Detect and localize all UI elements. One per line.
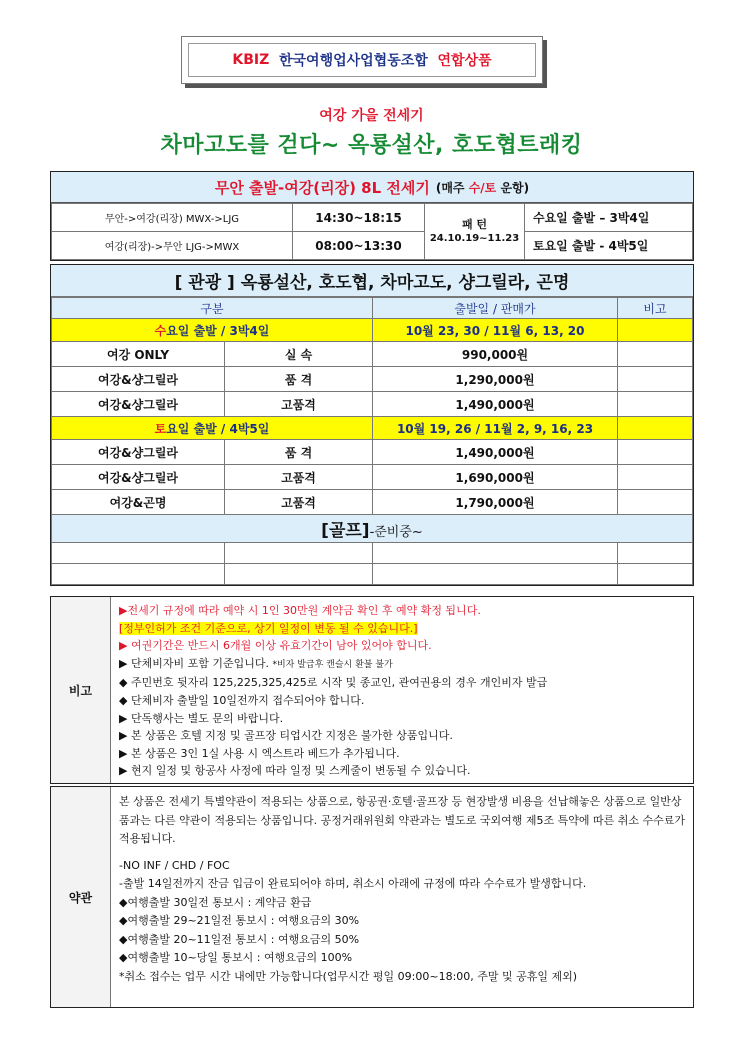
remark-line: ◆ 주민번호 뒷자리 125,225,325,425로 시작 및 종교인, 관여권용의 경우 개인비자 발급 [119,676,548,690]
terms-line: ◆여행출발 10~당일 통보시 : 여행요금의 100% [119,951,353,964]
page-subtitle: 여강 가을 전세기 [319,108,424,124]
weekly-days: 수/토 [468,180,497,195]
hotel: 여강 ONLY [52,342,225,367]
remark [618,367,693,392]
remarks-label: 비고 [51,597,111,783]
hotel: 여강&샹그릴라 [52,367,225,392]
pattern-cell [425,204,525,260]
grade: 품 격 [225,440,373,465]
flight-heading [51,172,693,203]
terms-body [111,787,693,1007]
terms-line: -NO INF / CHD / FOC [119,858,230,872]
flight-row [52,232,693,260]
group-day: 수 [154,323,167,338]
remark-line-note: *비자 발급후 캔슬시 환불 불가 [272,659,393,670]
header-banner-inner [188,43,536,77]
col-category: 구분 [52,298,373,319]
product-type: 연합상품 [437,53,492,69]
terms-line: ◆여행출발 20~11일전 통보시 : 여행요금의 50% [119,932,360,946]
flight-time: 14:30~18:15 [293,204,425,232]
grade: 고품격 [225,392,373,417]
flight-table [51,203,693,260]
flight-heading-text: 무안 출발-여강(리장) 8L 전세기 [214,178,430,197]
price-row [52,440,693,465]
remark [618,392,693,417]
remarks-body [111,597,693,783]
price: 1,490,000원 [373,440,618,465]
terms-section [50,786,694,1008]
remark-line: ▶전세기 규정에 따라 예약 시 1인 30만원 계약금 확인 후 예약 확정 됩니다. [119,604,481,617]
group-day: 토 [154,421,167,436]
remark-highlight: [정부인허가 조건 기준으로, 상기 일정이 변동 될 수 있습니다.] [119,621,418,635]
golf-status: -준비중~ [369,525,423,540]
terms-paragraph: 본 상품은 전세기 특별약관이 적용되는 상품으로, 항공권·호텔·골프장 등 현장발생 비용을 선납해놓은 상품으로 일반상품과는 다른 약관이 적용되는 상품입니다. 공정거래위원회 약관과는 별도로 국외여행 제5조 특약에 따른 취소 수수료가 적용됩니다. [119,795,685,845]
remark-line: ▶ 단독행사는 별도 문의 바랍니다. [119,711,284,725]
golf-title-cell [52,515,693,543]
flight-row [52,204,693,232]
price-table-header [52,298,693,319]
group-label-text: 요일 출발 / 4박5일 [166,421,270,436]
remark-line: ▶ 본 상품은 호텔 지정 및 골프장 티업시간 지정은 불가한 상품입니다. [119,729,453,743]
grade: 고품격 [225,490,373,515]
remark-line: ▶ 현지 일정 및 항공사 사정에 따라 일정 및 스케줄이 변동될 수 있습니다. [119,764,471,778]
departure-option: 토요일 출발 - 4박5일 [525,232,693,260]
remark-line: ▶ 본 상품은 3인 1실 사용 시 엑스트라 베드가 추가됩니다. [119,746,400,760]
golf-row [52,543,693,564]
group-label-text: 요일 출발 / 3박4일 [166,323,270,338]
remark [618,342,693,367]
pattern-dates: 24.10.19~11.23 [429,232,520,244]
group-dates: 10월 19, 26 / 11월 2, 9, 16, 23 [373,417,618,440]
hotel: 여강&샹그릴라 [52,392,225,417]
tour-price-box [50,264,694,586]
terms-line: -출발 14일전까지 잔금 입금이 완료되어야 하며, 취소시 아래에 규정에 따라 수수료가 발생합니다. [119,877,587,890]
remark-line [119,655,685,675]
group-remark [618,319,693,342]
flight-time: 08:00~13:30 [293,232,425,260]
remark-line-main: ▶ 단체비자비 포함 기준입니다. [119,656,273,670]
weekly-suffix: 운항) [496,180,530,195]
price: 1,290,000원 [373,367,618,392]
grade: 실 속 [225,342,373,367]
brand-name: KBIZ [232,52,270,68]
terms-line: ◆여행출발 30일전 통보시 : 계약금 환급 [119,895,312,909]
pattern-label: 패 턴 [461,217,488,231]
golf-section-header [52,515,693,543]
terms-line: ◆여행출발 29~21일전 통보시 : 여행요금의 30% [119,914,360,927]
price-row [52,367,693,392]
remarks-section [50,596,694,784]
price: 1,690,000원 [373,465,618,490]
group-header-sat [52,417,693,440]
price: 990,000원 [373,342,618,367]
remark [618,465,693,490]
group-label [52,417,373,440]
price-table [51,297,693,585]
remark [618,490,693,515]
price: 1,790,000원 [373,490,618,515]
flight-info-box [50,171,694,261]
price-row [52,342,693,367]
hotel: 여강&샹그릴라 [52,440,225,465]
hotel: 여강&샹그릴라 [52,465,225,490]
golf-row [52,564,693,585]
tour-heading: [ 관광 ] 옥룡설산, 호도협, 차마고도, 샹그릴라, 곤명 [51,265,693,297]
col-remarks: 비고 [618,298,693,319]
price-row [52,392,693,417]
price-row [52,490,693,515]
group-remark [618,417,693,440]
remark-line [119,620,685,638]
group-header-wed [52,319,693,342]
association-name: 한국여행업사업협동조합 [279,53,428,69]
group-label [52,319,373,342]
remark-line: ▶ 여권기간은 반드시 6개월 이상 유효기간이 남아 있어야 합니다. [119,639,432,653]
col-dates-price: 출발일 / 판매가 [373,298,618,319]
weekly-prefix: (매주 [435,180,469,195]
terms-line: *취소 접수는 업무 시간 내에만 가능합니다(업무시간 평일 09:00~18:00, 주말 및 공휴일 제외) [119,969,578,983]
hotel: 여강&곤명 [52,490,225,515]
group-dates: 10월 23, 30 / 11월 6, 13, 20 [373,319,618,342]
grade: 고품격 [225,465,373,490]
grade: 품 격 [225,367,373,392]
remark [618,440,693,465]
header-banner [181,36,543,84]
golf-title: [골프] [321,521,370,541]
flight-route: 무안->여강(리장) MWX->LJG [52,204,293,232]
flight-route: 여강(리장)->무안 LJG->MWX [52,232,293,260]
terms-label: 약관 [51,787,111,1007]
departure-option: 수요일 출발 – 3박4일 [525,204,693,232]
page-title: 차마고도를 걷다~ 옥룡설산, 호도협트래킹 [160,133,583,158]
price-row [52,465,693,490]
flight-weekly [436,179,529,196]
price: 1,490,000원 [373,392,618,417]
remark-line: ◆ 단체비자 출발일 10일전까지 접수되어야 합니다. [119,693,365,707]
